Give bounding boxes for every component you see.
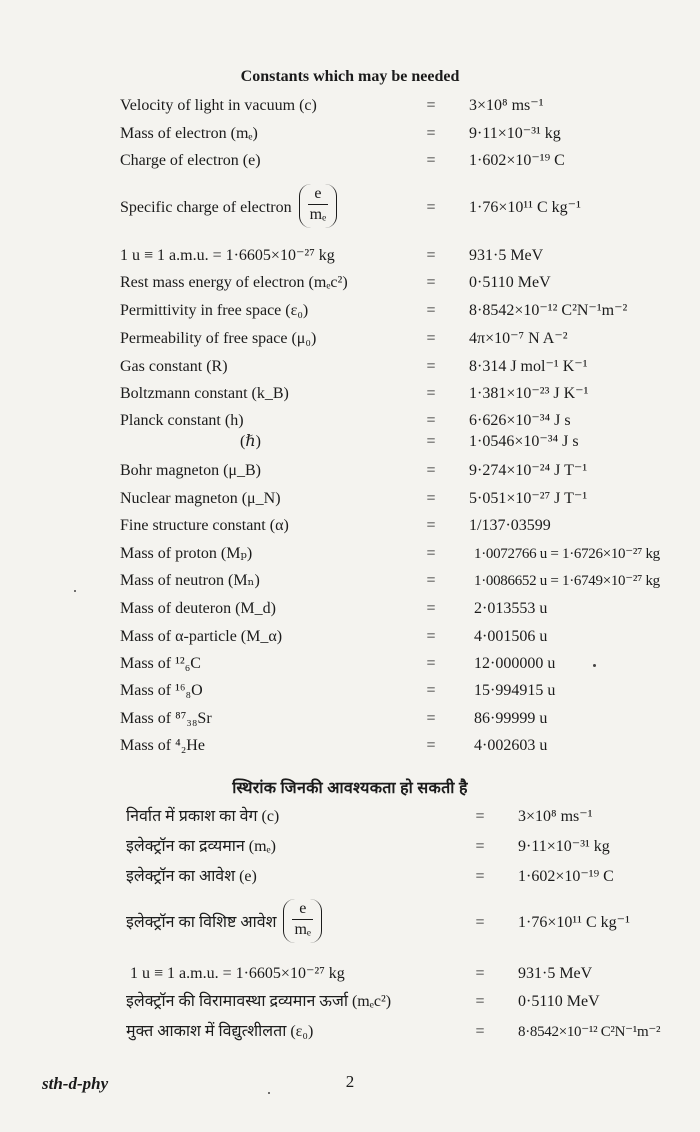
- constant-value: 9·11×10⁻³¹ kg: [518, 838, 610, 855]
- constant-label: Boltzmann constant (k_B): [120, 385, 289, 402]
- constant-value: 4·001506 u: [474, 628, 548, 645]
- constant-value: 12·000000 u: [474, 655, 556, 672]
- constant-value: 2·013553 u: [474, 600, 548, 617]
- constant-row: [0, 410, 700, 432]
- fraction-numerator: e: [308, 184, 329, 205]
- constant-label: Mass of ⁸⁷₃₈Sr: [120, 710, 212, 727]
- constant-row: [0, 866, 700, 888]
- constant-label: Permittivity in free space (ε₀): [120, 302, 309, 319]
- constant-value: 931·5 MeV: [518, 965, 593, 982]
- constant-row: [0, 300, 700, 322]
- constant-label: Rest mass energy of electron (mₑc²): [120, 274, 348, 291]
- constant-label: इलेक्ट्रॉन की विरामावस्था द्रव्यमान ऊर्जा (mₑc²): [126, 993, 392, 1010]
- constant-row: [0, 680, 700, 702]
- constant-row: [0, 245, 700, 267]
- equals-sign: =: [426, 682, 436, 699]
- constant-label: इलेक्ट्रॉन का विशिष्ट आवेश: [126, 914, 277, 931]
- constant-label: Gas constant (R): [120, 358, 228, 375]
- constant-label: मुक्त आकाश में विद्युत्शीलता (ε₀): [126, 1023, 314, 1040]
- constant-label: Fine structure constant (α): [120, 517, 289, 534]
- constant-label: Planck constant (h): [120, 412, 244, 429]
- constant-label: (ℏ): [240, 433, 261, 450]
- constant-row: [0, 150, 700, 172]
- equals-sign: =: [475, 808, 485, 825]
- equals-sign: =: [426, 655, 436, 672]
- constant-label: निर्वात में प्रकाश का वेग (c): [126, 808, 280, 825]
- constant-label: Velocity of light in vacuum (c): [120, 97, 317, 114]
- constant-value: 86·99999 u: [474, 710, 548, 727]
- constant-label: Mass of ¹⁶₈O: [120, 682, 203, 699]
- equals-sign: =: [426, 358, 436, 375]
- constant-value: 1·0086652 u = 1·6749×10⁻²⁷ kg: [474, 573, 660, 589]
- equals-sign: =: [475, 965, 485, 982]
- fraction: [292, 899, 313, 940]
- constant-row: [0, 806, 700, 828]
- constant-label: इलेक्ट्रॉन का आवेश (e): [126, 868, 257, 885]
- fraction-numerator: e: [292, 899, 313, 920]
- constant-row: [0, 836, 700, 858]
- constant-value: 1·602×10⁻¹⁹ C: [469, 152, 565, 169]
- constant-label: Mass of ¹²₆C: [120, 655, 201, 672]
- constant-value: 1·76×10¹¹ C kg⁻¹: [469, 199, 581, 216]
- constant-value: 8·8542×10⁻¹² C²N⁻¹m⁻²: [518, 1024, 661, 1040]
- constant-label-with-fraction: [120, 183, 337, 233]
- equals-sign: =: [426, 545, 436, 562]
- constant-label-with-fraction: [126, 898, 322, 948]
- constant-value: 1·381×10⁻²³ J K⁻¹: [469, 385, 589, 402]
- equals-sign: =: [426, 125, 436, 142]
- constant-value: 1·0072766 u = 1·6726×10⁻²⁷ kg: [474, 546, 660, 562]
- equals-sign: =: [426, 490, 436, 507]
- constant-row: [0, 431, 700, 453]
- constant-label: 1 u ≡ 1 a.m.u. = 1·6605×10⁻²⁷ kg: [130, 965, 345, 982]
- constant-label: Mass of proton (Mₚ): [120, 545, 253, 562]
- equals-sign: =: [426, 152, 436, 169]
- constant-label: Mass of α-particle (M_α): [120, 628, 283, 645]
- constant-label: Charge of electron (e): [120, 152, 261, 169]
- equals-sign: =: [426, 628, 436, 645]
- equals-sign: =: [475, 838, 485, 855]
- constant-row: [0, 95, 700, 117]
- constant-row: [0, 626, 700, 648]
- equals-sign: =: [426, 517, 436, 534]
- constant-value: 9·274×10⁻²⁴ J T⁻¹: [469, 462, 588, 479]
- constant-row: [0, 460, 700, 482]
- equals-sign: =: [475, 914, 485, 931]
- fraction-denominator: mₑ: [294, 921, 312, 939]
- constant-label: Permeability of free space (μ₀): [120, 330, 317, 347]
- equals-sign: =: [475, 868, 485, 885]
- fraction-denominator: mₑ: [309, 206, 327, 224]
- equals-sign: =: [426, 462, 436, 479]
- constant-label: Nuclear magneton (μ_N): [120, 490, 281, 507]
- fraction-parentheses: [283, 899, 322, 943]
- constant-label: इलेक्ट्रॉन का द्रव्यमान (mₑ): [126, 838, 276, 855]
- constant-value: 1·0546×10⁻³⁴ J s: [469, 433, 579, 450]
- equals-sign: =: [426, 600, 436, 617]
- constant-value: 6·626×10⁻³⁴ J s: [469, 412, 571, 429]
- equals-sign: =: [426, 302, 436, 319]
- constant-value: 15·994915 u: [474, 682, 556, 699]
- constant-label: Mass of ⁴₂He: [120, 737, 205, 754]
- constant-row: [0, 515, 700, 537]
- constant-label: Mass of neutron (Mₙ): [120, 572, 260, 589]
- equals-sign: =: [426, 710, 436, 727]
- constant-row: [0, 383, 700, 405]
- constant-value: 0·5110 MeV: [518, 993, 600, 1010]
- constant-value: 1·76×10¹¹ C kg⁻¹: [518, 914, 630, 931]
- equals-sign: =: [475, 993, 485, 1010]
- constant-value: 1·602×10⁻¹⁹ C: [518, 868, 614, 885]
- scan-speck: [74, 590, 76, 592]
- constant-row: [0, 123, 700, 145]
- equals-sign: =: [426, 97, 436, 114]
- constant-value: 3×10⁸ ms⁻¹: [469, 97, 544, 114]
- constant-value: 1/137·03599: [469, 517, 551, 534]
- constant-row: [0, 708, 700, 730]
- constant-row: [0, 183, 700, 233]
- constant-row: [0, 898, 700, 948]
- constant-row: [0, 272, 700, 294]
- equals-sign: =: [426, 330, 436, 347]
- constant-value: 4·002603 u: [474, 737, 548, 754]
- constant-row: [0, 356, 700, 378]
- equals-sign: =: [426, 385, 436, 402]
- equals-sign: =: [426, 737, 436, 754]
- constant-value: 931·5 MeV: [469, 247, 544, 264]
- constant-row: [0, 328, 700, 350]
- constant-value: 5·051×10⁻²⁷ J T⁻¹: [469, 490, 588, 507]
- constant-value: 4π×10⁻⁷ N A⁻²: [469, 330, 568, 347]
- constant-row: [0, 991, 700, 1013]
- fraction-parentheses: [299, 184, 338, 228]
- constant-value: 9·11×10⁻³¹ kg: [469, 125, 561, 142]
- scan-speck: [268, 1092, 270, 1094]
- constant-value: 8·8542×10⁻¹² C²N⁻¹m⁻²: [469, 302, 628, 319]
- section-title-hindi: स्थिरांक जिनकी आवश्यकता हो सकती है: [232, 780, 468, 797]
- constant-label: Mass of electron (mₑ): [120, 125, 258, 142]
- section-title-english: Constants which may be needed: [240, 68, 460, 85]
- constant-value: 8·314 J mol⁻¹ K⁻¹: [469, 358, 588, 375]
- equals-sign: =: [426, 247, 436, 264]
- scan-speck: [593, 664, 596, 667]
- equals-sign: =: [426, 199, 436, 216]
- equals-sign: =: [426, 433, 436, 450]
- constant-label: Bohr magneton (μ_B): [120, 462, 261, 479]
- constant-row: [0, 598, 700, 620]
- constant-label: 1 u ≡ 1 a.m.u. = 1·6605×10⁻²⁷ kg: [120, 247, 335, 264]
- constant-row: [0, 735, 700, 757]
- constant-label: Mass of deuteron (M_d): [120, 600, 276, 617]
- constant-row: [0, 570, 700, 592]
- equals-sign: =: [426, 412, 436, 429]
- paper-code: sth-d-phy: [42, 1074, 109, 1093]
- constant-row: [0, 963, 700, 985]
- fraction: [308, 184, 329, 225]
- page-number: 2: [345, 1072, 355, 1091]
- equals-sign: =: [426, 572, 436, 589]
- constant-row: [0, 488, 700, 510]
- constant-row: [0, 543, 700, 565]
- constant-value: 0·5110 MeV: [469, 274, 551, 291]
- equals-sign: =: [426, 274, 436, 291]
- constant-label: Specific charge of electron: [120, 199, 292, 216]
- constant-value: 3×10⁸ ms⁻¹: [518, 808, 593, 825]
- equals-sign: =: [475, 1023, 485, 1040]
- constant-row: [0, 1021, 700, 1043]
